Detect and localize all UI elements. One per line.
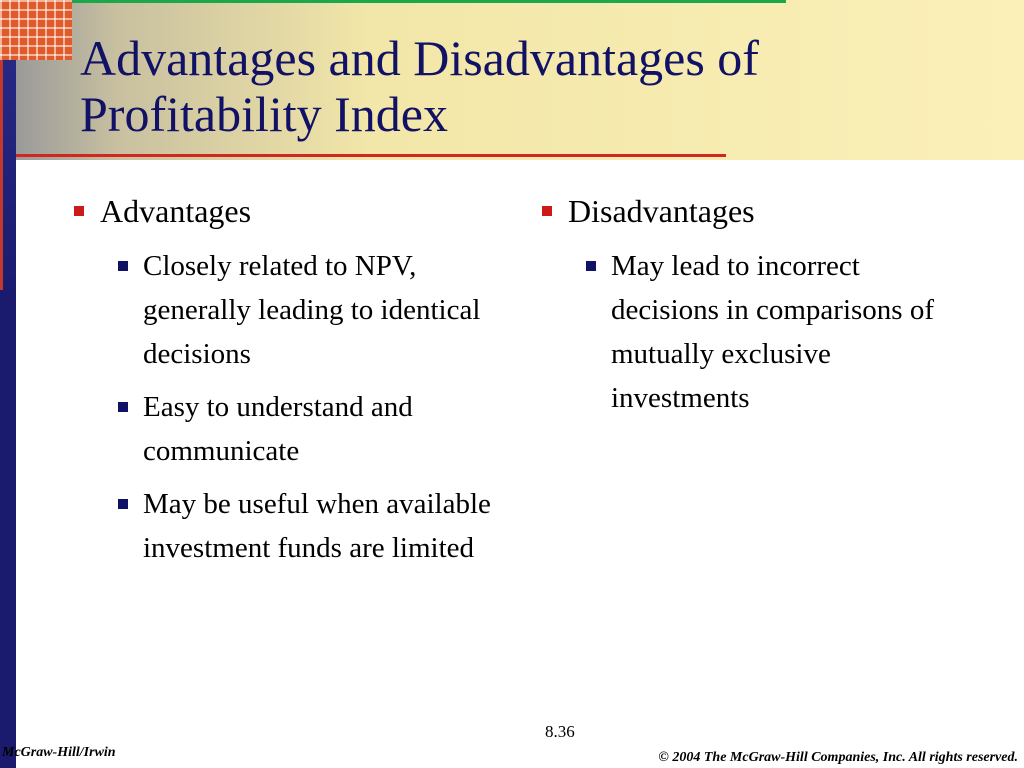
disadvantages-column [540, 190, 960, 420]
advantage-item [118, 244, 512, 376]
title-underline [16, 154, 726, 157]
top-accent-line [72, 0, 786, 3]
advantages-heading [72, 190, 512, 232]
slide-title: Advantages and Disadvantages of Profitability Index [80, 30, 759, 142]
disadvantage-item [586, 244, 941, 420]
square-bullet-icon [118, 261, 128, 271]
advantage-item-text: Closely related to NPV, generally leading to identical decisions [143, 250, 481, 370]
disadvantages-heading [540, 190, 960, 232]
square-bullet-icon [118, 499, 128, 509]
advantages-heading-text: Advantages [100, 193, 252, 229]
disadvantage-item-text: May lead to incorrect decisions in comparisons of mutually exclusive investments [611, 250, 934, 414]
left-red-stripe [0, 60, 3, 290]
disadvantages-heading-text: Disadvantages [568, 193, 755, 229]
square-bullet-icon [586, 261, 596, 271]
square-bullet-icon [542, 206, 552, 216]
advantage-item-text: May be useful when available investment funds are limited [143, 488, 491, 564]
advantage-item-text: Easy to understand and communicate [143, 391, 413, 467]
copyright-notice: © 2004 The McGraw-Hill Companies, Inc. All rights reserved. [658, 750, 1018, 765]
slide-number: 8.36 [545, 722, 575, 741]
square-bullet-icon [74, 206, 84, 216]
square-bullet-icon [118, 402, 128, 412]
advantage-item [118, 385, 512, 473]
advantage-item [118, 482, 512, 570]
advantages-column [72, 190, 512, 570]
grid-logo-icon [0, 0, 72, 60]
publisher-label: McGraw-Hill/Irwin [2, 745, 116, 760]
